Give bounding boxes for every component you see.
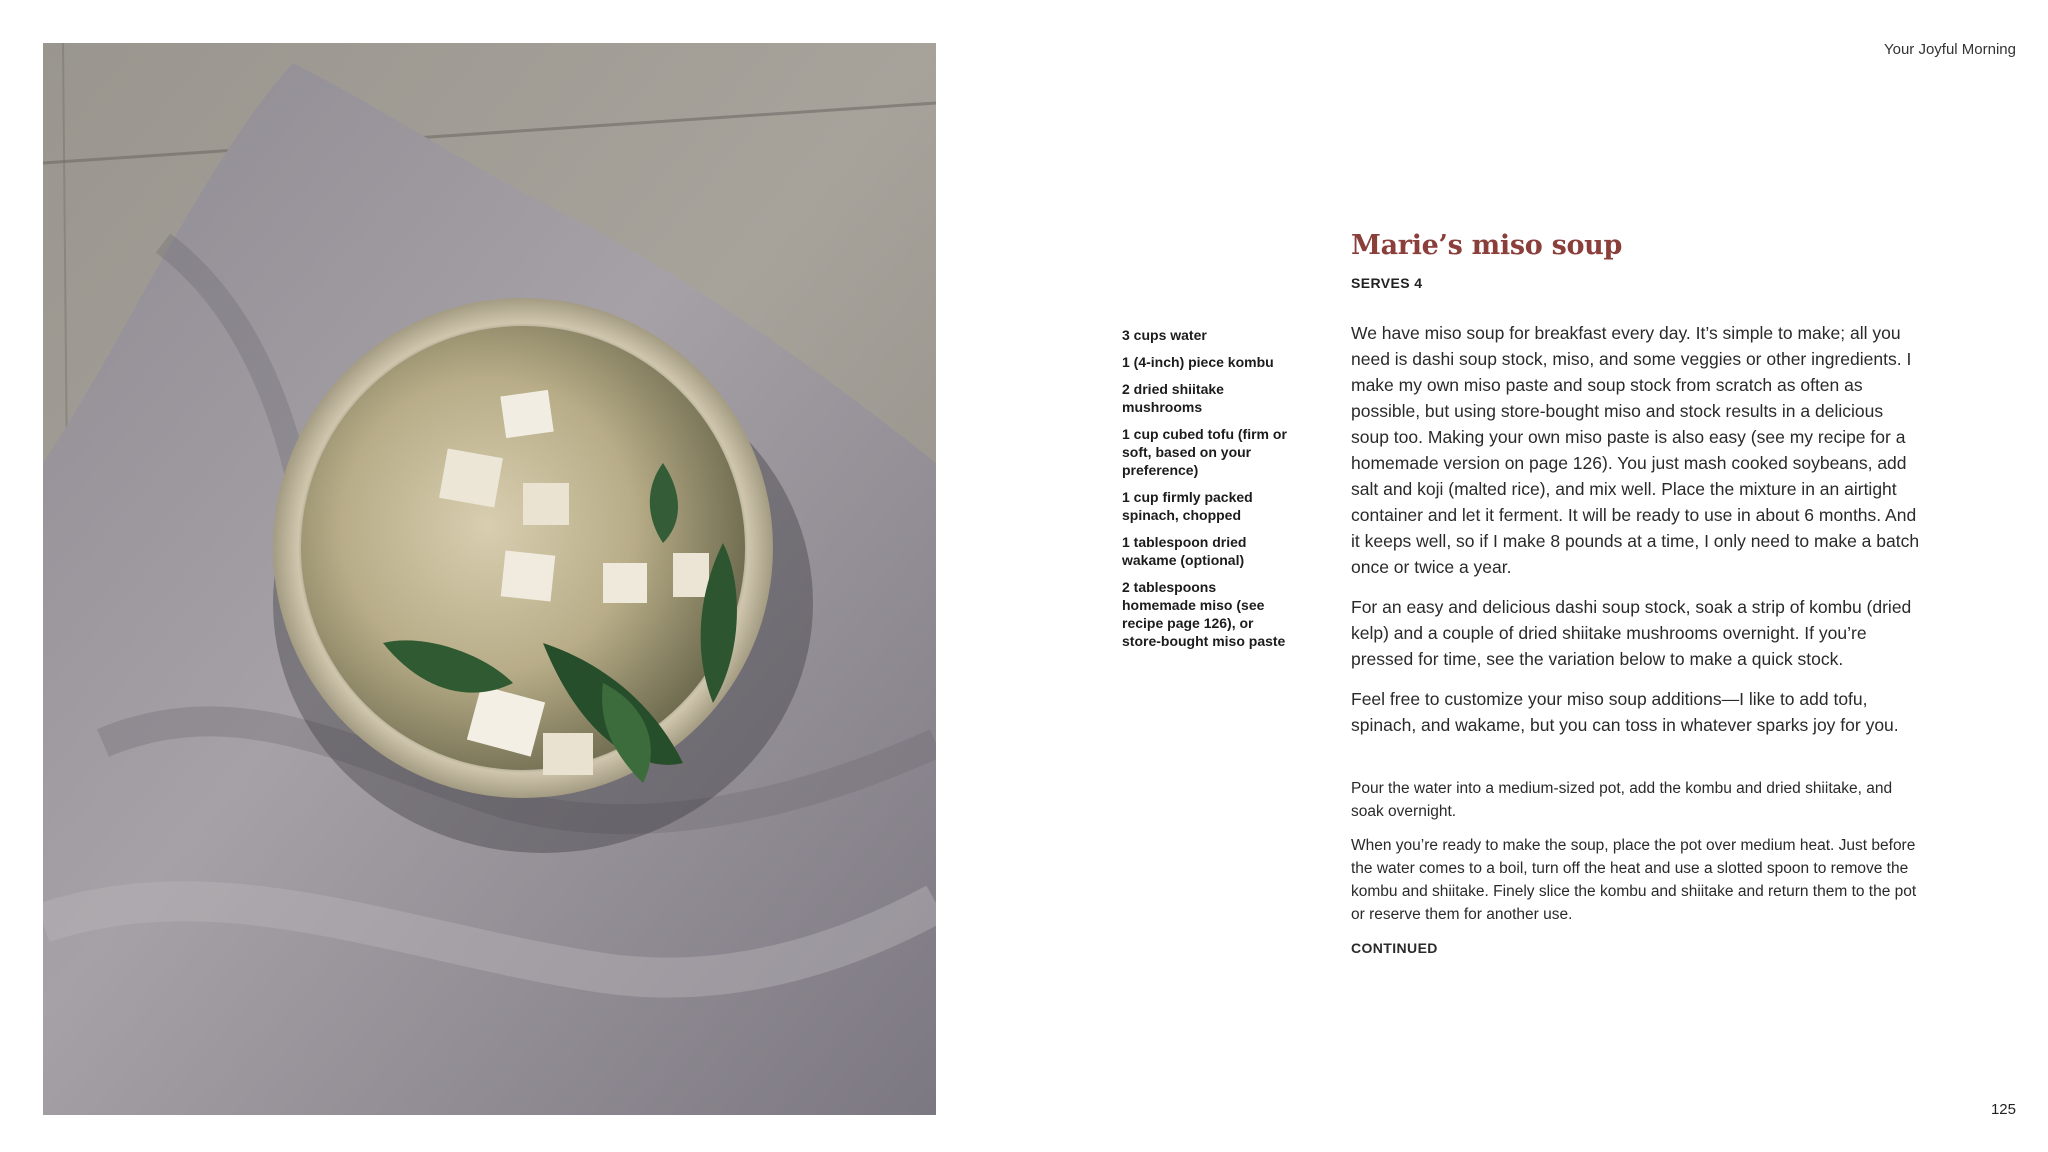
ingredient-item: 1 tablespoon dried wakame (optional) (1122, 534, 1247, 568)
ingredient-item: 2 tablespoons homemade miso (see recipe page 126), or store-bought miso paste (1122, 579, 1286, 649)
ingredient-item: 1 cup cubed tofu (firm or soft, based on your preference) (1122, 426, 1287, 478)
running-head: Your Joyful Morning (1883, 41, 2016, 58)
recipe-title: Marie’s miso soup (1351, 230, 1623, 261)
intro-paragraph: We have miso soup for breakfast every day. It’s simple to make; all you need is dashi soup stock, miso, and some veggies or other ingredients. I make my own miso paste and soup stock from scratch as often as possible, but using store-bought miso and stock results in a delicious soup too. Making your own miso paste is also easy (see my recipe for a homemade version on page 126). You just mash cooked soybeans, add salt and koji (malted rice), and mix well. Place the mixture in an airtight container and let it ferment. It will be ready to use in about 6 months. And it keeps well, so if I make 8 pounds at a time, I only need to make a batch once or twice a year. (1351, 323, 1920, 577)
ingredient-item: 3 cups water (1122, 327, 1207, 343)
miso-soup-bowl-photo-icon (43, 43, 936, 1115)
serves-label: SERVES 4 (1351, 275, 1423, 291)
continued-label: CONTINUED (1351, 940, 1438, 956)
method-step: When you’re ready to make the soup, place the pot over medium heat. Just before the water comes to a boil, turn off the heat and use a slotted spoon to remove the kombu and shiitake. Finely slice the kombu and shiitake and return them to the pot or reserve them for another use. (1351, 837, 1917, 923)
recipe-intro (1351, 320, 1921, 752)
miso-soup-photo (43, 43, 936, 1115)
method-step: Pour the water into a medium-sized pot, add the kombu and dried shiitake, and soak overnight. (1351, 780, 1893, 820)
ingredient-item: 2 dried shiitake mushrooms (1122, 381, 1224, 415)
recipe-method (1351, 777, 1921, 971)
ingredients-list (1122, 326, 1292, 659)
intro-paragraph: Feel free to customize your miso soup additions—I like to add tofu, spinach, and wakame, but you can toss in whatever sparks joy for you. (1351, 689, 1899, 735)
intro-paragraph: For an easy and delicious dashi soup stock, soak a strip of kombu (dried kelp) and a couple of dried shiitake mushrooms overnight. If you’re pressed for time, see the variation below to make a quick stock. (1351, 597, 1912, 669)
page-number: 125 (1990, 1101, 2016, 1118)
ingredient-item: 1 cup firmly packed spinach, chopped (1122, 489, 1253, 523)
ingredient-item: 1 (4-inch) piece kombu (1122, 354, 1274, 370)
